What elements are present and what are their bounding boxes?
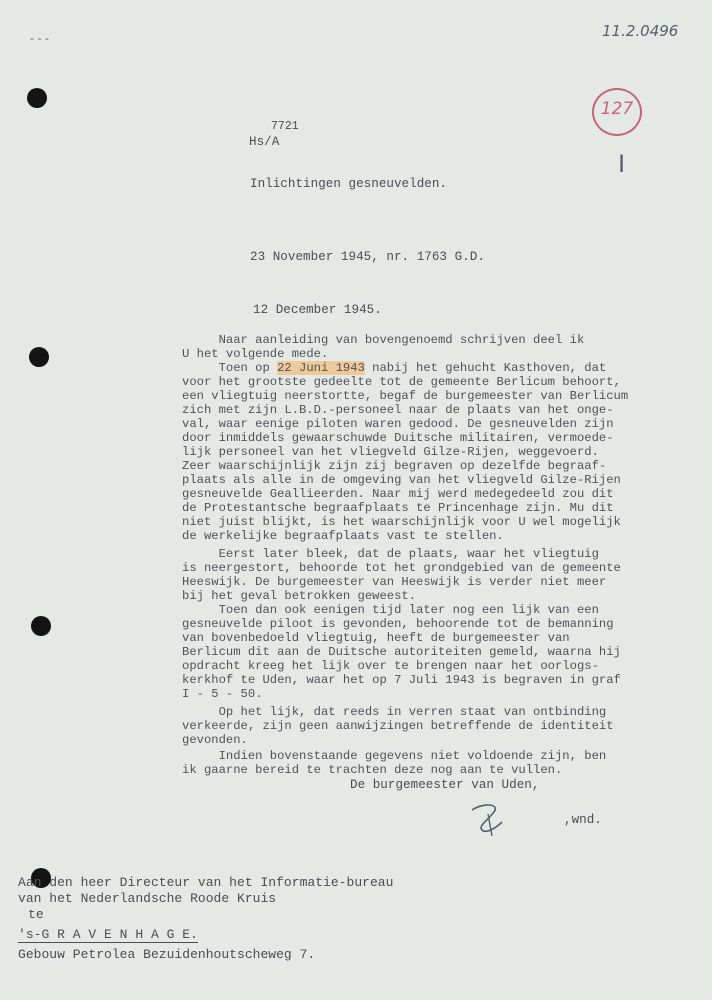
body-line: niet juist blijkt, is het waarschijnlijk voor U wel mogelijk — [182, 515, 621, 529]
body-line: gesneuvelde piloot is gevonden, behoorende tot de bemanning — [182, 617, 614, 631]
body-line: Toen dan ook eenigen tijd later nog een lijk van een — [182, 603, 599, 617]
body-line: verkeerde, zijn geen aanwijzingen betreffende de identiteit — [182, 719, 614, 733]
body-line: zich met zijn L.B.D.-personeel naar de plaats van het onge- — [182, 403, 614, 417]
body-line: Indien bovenstaande gegevens niet voldoende zijn, ben — [182, 749, 607, 763]
address-city: 's-G R A V E N H A G E. — [18, 927, 198, 942]
body-line: plaats als alle in de omgeving van het vliegveld Gilze-Rijen — [182, 473, 621, 487]
body-line: gevonden. — [182, 733, 248, 747]
address-building: Gebouw Petrolea Bezuidenhoutscheweg 7. — [18, 947, 316, 962]
body-line: van bovenbedoeld vliegtuig, heeft de burgemeester van — [182, 631, 570, 645]
body-line: ik gaarne bereid te trachten deze nog aan te vullen. — [182, 763, 563, 777]
body-line: Naar aanleiding van bovengenoemd schrijven deel ik — [182, 333, 585, 347]
body-line: is neergestort, behoorde tot het grondgebied van de gemeente — [182, 561, 621, 575]
punch-hole — [31, 616, 51, 636]
body-line: Op het lijk, dat reeds in verren staat van ontbinding — [182, 705, 607, 719]
letter-date: 12 December 1945. — [253, 303, 382, 317]
body-line: Toen op 22 Juni 1943 nabij het gehucht Kasthoven, dat — [182, 361, 607, 375]
body-line: de werkelijke begraafplaats vast te stellen. — [182, 529, 504, 543]
body-line: I - 5 - 50. — [182, 687, 263, 701]
body-line: kerkhof te Uden, waar het op 7 Juli 1943 is begraven in graf — [182, 673, 621, 687]
body-line: de Protestantsche begraafplaats te Princenhage zijn. Mu dit — [182, 501, 614, 515]
body-line: Zeer waarschijnlijk zijn zij begraven op dezelfde begraaf- — [182, 459, 607, 473]
body-line: een vliegtuig neerstortte, begaf de burgemeester van Berlicum — [182, 389, 629, 403]
subject-line: Inlichtingen gesneuvelden. — [250, 177, 448, 191]
body-line: gesneuvelde Geallieerden. Naar mij werd medegedeeld zou dit — [182, 487, 614, 501]
body-line: Heeswijk. De burgemeester van Heeswijk is verder niet meer — [182, 575, 607, 589]
body-line: Berlicum dit aan de Duitsche autoriteiten gemeld, waarna hij — [182, 645, 621, 659]
highlighted-date: 22 Juni 1943 — [277, 361, 365, 375]
body-line: Eerst later bleek, dat de plaats, waar het vliegtuig — [182, 547, 599, 561]
address-line-1: Aan den heer Directeur van het Informatie-bureau — [18, 875, 394, 890]
ref-number: 7721 — [271, 120, 299, 133]
reference-line: 23 November 1945, nr. 1763 G.D. — [250, 250, 485, 264]
punch-hole — [29, 347, 49, 367]
body-line: bij het geval betrokken geweest. — [182, 589, 417, 603]
address-line-3: te — [28, 907, 44, 922]
stamp-number: 127 — [592, 88, 642, 136]
ref-code: Hs/A — [249, 135, 280, 149]
body-line: door inmiddels gewaarschuwde Duitsche militairen, vermoede- — [182, 431, 614, 445]
punch-hole — [27, 88, 47, 108]
signatory-line: De burgemeester van Uden, — [350, 778, 540, 792]
body-line: voor het grootste gedeelte tot de gemeente Berlicum behoort, — [182, 375, 621, 389]
wnd-mark: ,wnd. — [564, 813, 602, 827]
address-line-2: van het Nederlandsche Roode Kruis — [18, 891, 277, 906]
signature-scribble — [466, 800, 526, 840]
corner-mark: - - - — [30, 32, 49, 45]
body-line: lijk personeel van het vliegveld Gilze-Rijen, weggevoerd. — [182, 445, 599, 459]
body-line: val, waar eenige piloten waren gedood. De gesneuvelden zijn — [182, 417, 614, 431]
archive-number: 11.2.0496 — [602, 22, 679, 40]
roman-marker: I — [618, 150, 626, 178]
body-line: U het volgende mede. — [182, 347, 329, 361]
body-line: opdracht kreeg het lijk over te brengen naar het oorlogs- — [182, 659, 599, 673]
